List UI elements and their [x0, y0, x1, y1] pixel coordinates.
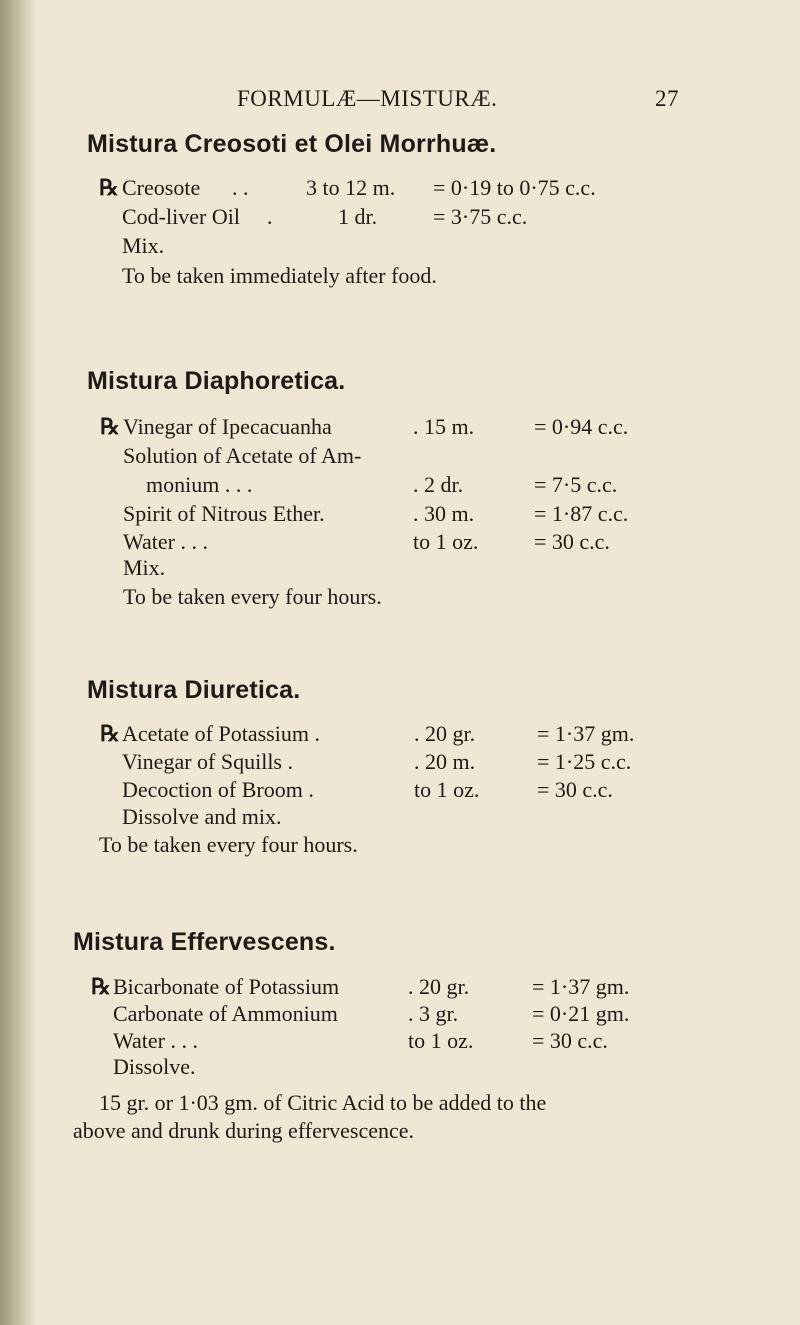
section-title: Mistura Diuretica.: [87, 676, 301, 704]
ingredient-dose: . 15 m.: [413, 414, 475, 439]
recipe-symbol: ℞: [91, 974, 111, 999]
page-number: 27: [655, 86, 679, 111]
leader-dots: .: [267, 204, 273, 229]
recipe-symbol: ℞: [100, 414, 120, 439]
mix-instruction: Mix.: [123, 555, 166, 580]
ingredient-equivalent: = 3·75 c.c.: [433, 204, 528, 229]
directions: To be taken every four hours.: [123, 584, 382, 609]
mix-instruction: Mix.: [122, 233, 165, 258]
ingredient-name: Solution of Acetate of Am-: [123, 443, 362, 468]
ingredient-name: Decoction of Broom .: [122, 777, 314, 802]
ingredient-name: Vinegar of Ipecacuanha: [123, 414, 332, 439]
ingredient-name: Cod-liver Oil: [122, 204, 240, 229]
ingredient-equivalent: = 1·87 c.c.: [534, 501, 629, 526]
section-title: Mistura Effervescens.: [73, 928, 336, 956]
note: above and drunk during effervescence.: [73, 1118, 415, 1143]
ingredient-equivalent: = 30 c.c.: [537, 777, 613, 802]
ingredient-equivalent: = 0·19 to 0·75 c.c.: [433, 175, 596, 200]
ingredient-dose: 3 to 12 m.: [306, 175, 396, 200]
directions: To be taken immediately after food.: [122, 263, 437, 288]
ingredient-equivalent: = 30 c.c.: [532, 1028, 608, 1053]
section-title: Mistura Creosoti et Olei Morrhuæ.: [87, 130, 497, 158]
directions: To be taken every four hours.: [99, 832, 358, 857]
ingredient-equivalent: = 0·94 c.c.: [534, 414, 629, 439]
ingredient-name: Creosote: [122, 175, 201, 200]
mix-instruction: Dissolve.: [113, 1054, 196, 1079]
ingredient-name: Water . . .: [123, 529, 208, 554]
ingredient-name: Water . . .: [113, 1028, 198, 1053]
leader-dots: . .: [232, 175, 249, 200]
ingredient-dose: 1 dr.: [338, 204, 378, 229]
ingredient-equivalent: = 7·5 c.c.: [534, 472, 618, 497]
ingredient-name: monium . . .: [146, 472, 253, 497]
ingredient-dose: to 1 oz.: [414, 777, 480, 802]
ingredient-equivalent: = 1·25 c.c.: [537, 749, 632, 774]
ingredient-dose: . 3 gr.: [408, 1001, 459, 1026]
recipe-symbol: ℞: [100, 721, 120, 746]
ingredient-dose: to 1 oz.: [408, 1028, 474, 1053]
ingredient-dose: . 20 gr.: [408, 974, 470, 999]
ingredient-equivalent: = 1·37 gm.: [537, 721, 635, 746]
ingredient-name: Bicarbonate of Potassium: [113, 974, 340, 999]
ingredient-dose: . 20 m.: [414, 749, 476, 774]
ingredient-equivalent: = 30 c.c.: [534, 529, 610, 554]
ingredient-name: Carbonate of Ammonium: [113, 1001, 338, 1026]
ingredient-equivalent: = 0·21 gm.: [532, 1001, 630, 1026]
ingredient-dose: to 1 oz.: [413, 529, 479, 554]
ingredient-name: Spirit of Nitrous Ether.: [123, 501, 325, 526]
ingredient-name: Acetate of Potassium .: [122, 721, 320, 746]
section-title: Mistura Diaphoretica.: [87, 367, 346, 395]
recipe-symbol: ℞: [99, 175, 119, 200]
ingredient-name: Vinegar of Squills .: [122, 749, 293, 774]
ingredient-dose: . 30 m.: [413, 501, 475, 526]
ingredient-equivalent: = 1·37 gm.: [532, 974, 630, 999]
note: 15 gr. or 1·03 gm. of Citric Acid to be added to the: [99, 1090, 547, 1115]
mix-instruction: Dissolve and mix.: [122, 804, 282, 829]
ingredient-dose: . 2 dr.: [413, 472, 464, 497]
ingredient-dose: . 20 gr.: [414, 721, 476, 746]
running-head: FORMULÆ—MISTURÆ.: [237, 86, 498, 111]
